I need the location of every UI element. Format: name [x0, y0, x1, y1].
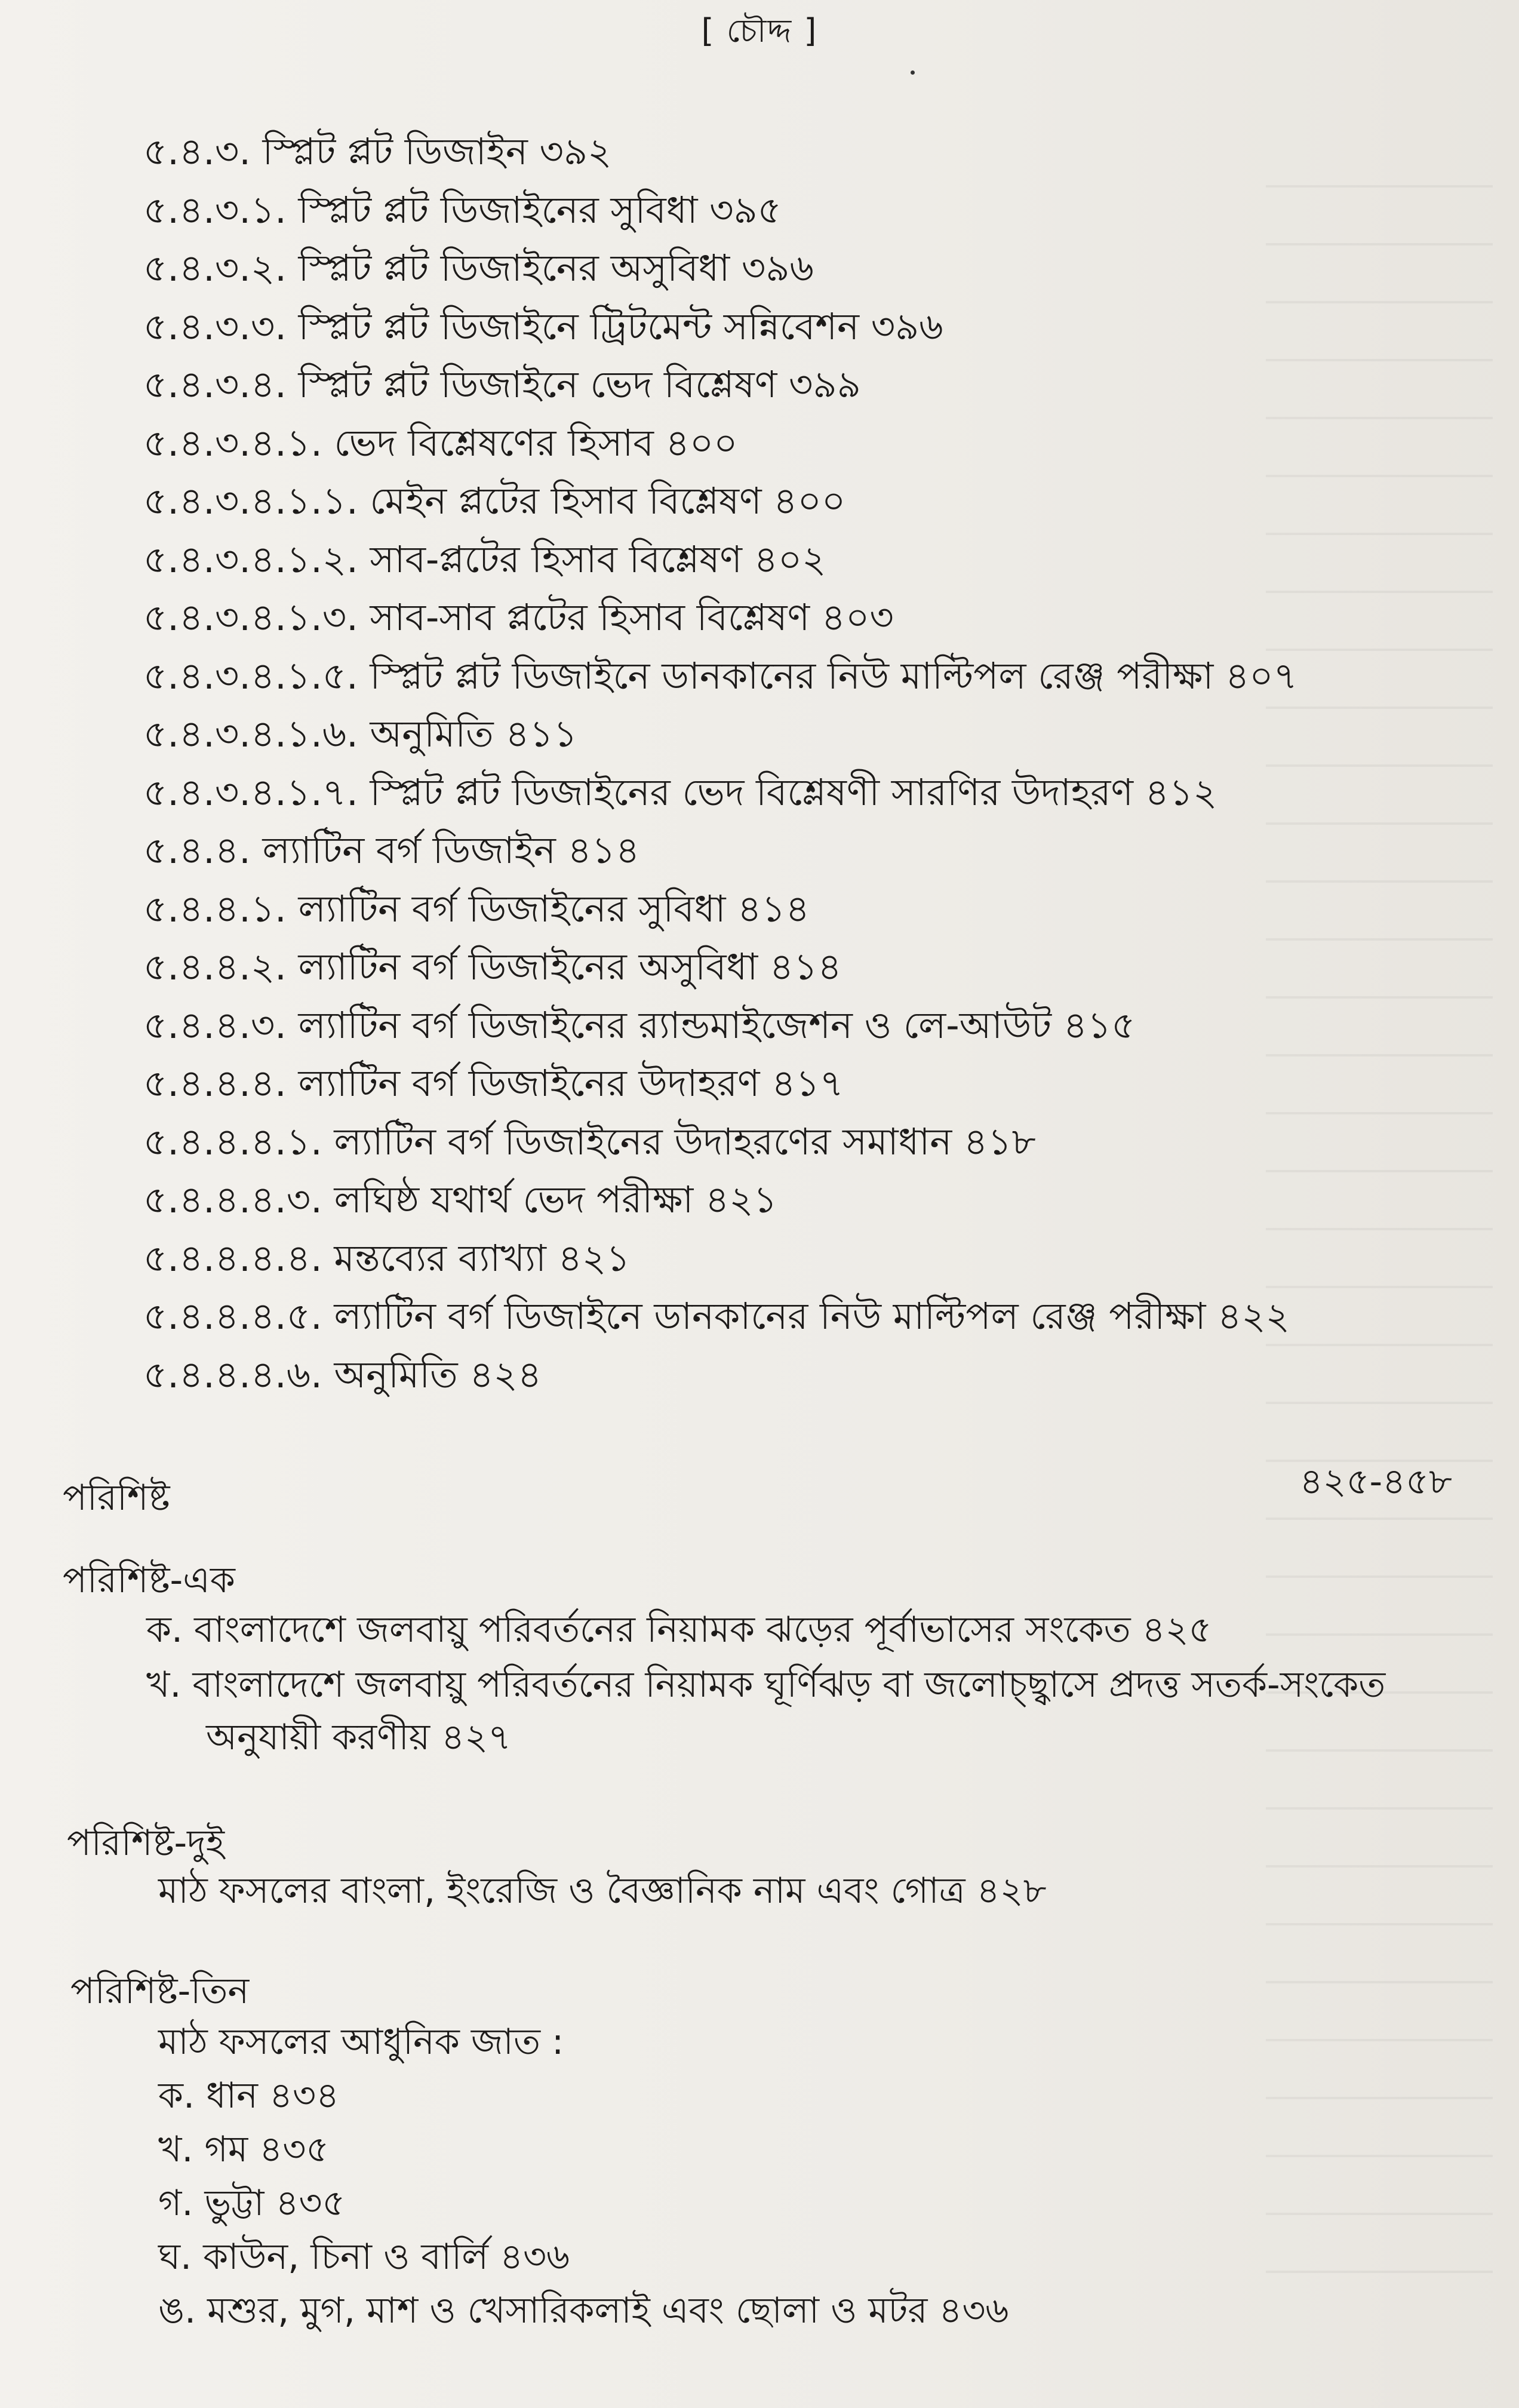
toc-entry: ৫.৪.৩.৪.১.১. মেইন প্লটের হিসাব বিশ্লেষণ ৪০০: [143, 479, 846, 523]
appendix-three-heading: মাঠ ফসলের আধুনিক জাত :: [158, 2021, 564, 2063]
toc-entry: ৫.৪.৪. ল্যাটিন বর্গ ডিজাইন ৪১৪: [143, 828, 640, 872]
toc-entry: ৫.৪.৪.২. ল্যাটিন বর্গ ডিজাইনের অসুবিধা ৪১৪: [143, 945, 842, 988]
print-dot: [911, 70, 915, 75]
toc-entry: ৫.৪.৩.৪.১.৩. সাব-সাব প্লটের হিসাব বিশ্লেষণ ৪০৩: [143, 595, 894, 639]
appendix-one-item-b: খ. বাংলাদেশে জলবায়ু পরিবর্তনের নিয়ামক ঘূর্ণিঝড় বা জলোচ্ছ্বাসে প্রদত্ত সতর্ক-সংকেত: [146, 1664, 1386, 1706]
toc-entry: ৫.৪.৪.৪.১. ল্যাটিন বর্গ ডিজাইনের উদাহরণের সমাধান ৪১৮: [143, 1119, 1036, 1163]
toc-entry: ৫.৪.৩.৪. স্প্লিট প্লট ডিজাইনে ভেদ বিশ্লেষণ ৩৯৯: [143, 363, 861, 406]
toc-entry: ৫.৪.৩.১. স্প্লিট প্লট ডিজাইনের সুবিধা ৩৯৫: [143, 188, 782, 232]
appendix-one-item-a: ক. বাংলাদেশে জলবায়ু পরিবর্তনের নিয়ামক ঝড়ের পূর্বাভাসের সংকেত ৪২৫: [146, 1609, 1212, 1651]
toc-entry: ৫.৪.৩.৪.১.৬. অনুমিতি ৪১১: [143, 712, 578, 755]
appendix-title: পরিশিষ্ট: [63, 1477, 170, 1519]
toc-entry: ৫.৪.৩.২. স্প্লিট প্লট ডিজাইনের অসুবিধা ৩৯৬: [143, 246, 814, 290]
toc-entry: ৫.৪.৪.৪.৬. অনুমিতি ৪২৪: [143, 1352, 542, 1396]
page-number: [ চৌদ্দ ]: [701, 12, 818, 50]
toc-list: [143, 122, 1397, 1403]
toc-entry: ৫.৪.৩. স্প্লিট প্লট ডিজাইন ৩৯২: [143, 130, 612, 173]
toc-entry: ৫.৪.৩.৪.১.৫. স্প্লিট প্লট ডিজাইনে ডানকানের নিউ মাল্টিপল রেঞ্জ পরীক্ষা ৪০৭: [143, 653, 1297, 698]
appendix-three-item: খ. গম ৪৩৫: [158, 2128, 330, 2170]
toc-entry: ৫.৪.৩.৩. স্প্লিট প্লট ডিজাইনে ট্রিটমেন্ট সন্নিবেশন ৩৯৬: [143, 304, 943, 348]
appendix-one-item-b-cont: অনুযায়ী করণীয় ৪২৭: [206, 1716, 512, 1758]
appendix-one-title: পরিশিষ্ট-এক: [63, 1559, 235, 1601]
appendix-two-title: পরিশিষ্ট-দুই: [67, 1822, 225, 1864]
toc-entry: ৫.৪.৩.৪.১.২. সাব-প্লটের হিসাব বিশ্লেষণ ৪০২: [143, 537, 826, 581]
toc-entry: ৫.৪.৪.৪. ল্যাটিন বর্গ ডিজাইনের উদাহরণ ৪১৭: [143, 1061, 844, 1105]
toc-entry: ৫.৪.৩.৪.১. ভেদ বিশ্লেষণের হিসাব ৪০০: [143, 420, 738, 465]
appendix-page-range: ৪২৫-৪৫৮: [1299, 1461, 1452, 1503]
appendix-two-item: মাঠ ফসলের বাংলা, ইংরেজি ও বৈজ্ঞানিক নাম এবং গোত্র ৪২৮: [158, 1870, 1047, 1912]
appendix-three-item: ক. ধান ৪৩৪: [158, 2075, 339, 2117]
appendix-three-item: ঘ. কাউন, চিনা ও বার্লি ৪৩৬: [158, 2236, 570, 2278]
toc-entry: ৫.৪.৪.৩. ল্যাটিন বর্গ ডিজাইনের র‍্যান্ডমাইজেশন ও লে-আউট ৪১৫: [143, 1003, 1136, 1047]
appendix-three-title: পরিশিষ্ট-তিন: [70, 1970, 250, 2012]
toc-entry: ৫.৪.৪.৪.৪. মন্তব্যের ব্যাখ্যা ৪২১: [143, 1236, 631, 1280]
appendix-three-item: গ. ভুট্টা ৪৩৫: [158, 2182, 346, 2224]
toc-entry: ৫.৪.৪.৪.৩. লঘিষ্ঠ যথার্থ ভেদ পরীক্ষা ৪২১: [143, 1178, 777, 1221]
toc-entry: ৫.৪.৪.৪.৫. ল্যাটিন বর্গ ডিজাইনে ডানকানের নিউ মাল্টিপল রেঞ্জ পরীক্ষা ৪২২: [143, 1294, 1290, 1338]
toc-entry: ৫.৪.৩.৪.১.৭. স্প্লিট প্লট ডিজাইনের ভেদ বিশ্লেষণী সারণির উদাহরণ ৪১২: [143, 770, 1217, 814]
toc-entry: ৫.৪.৪.১. ল্যাটিন বর্গ ডিজাইনের সুবিধা ৪১৪: [143, 886, 810, 930]
appendix-three-item: ঙ. মশুর, মুগ, মাশ ও খেসারিকলাই এবং ছোলা ও মটর ৪৩৬: [158, 2290, 1009, 2332]
